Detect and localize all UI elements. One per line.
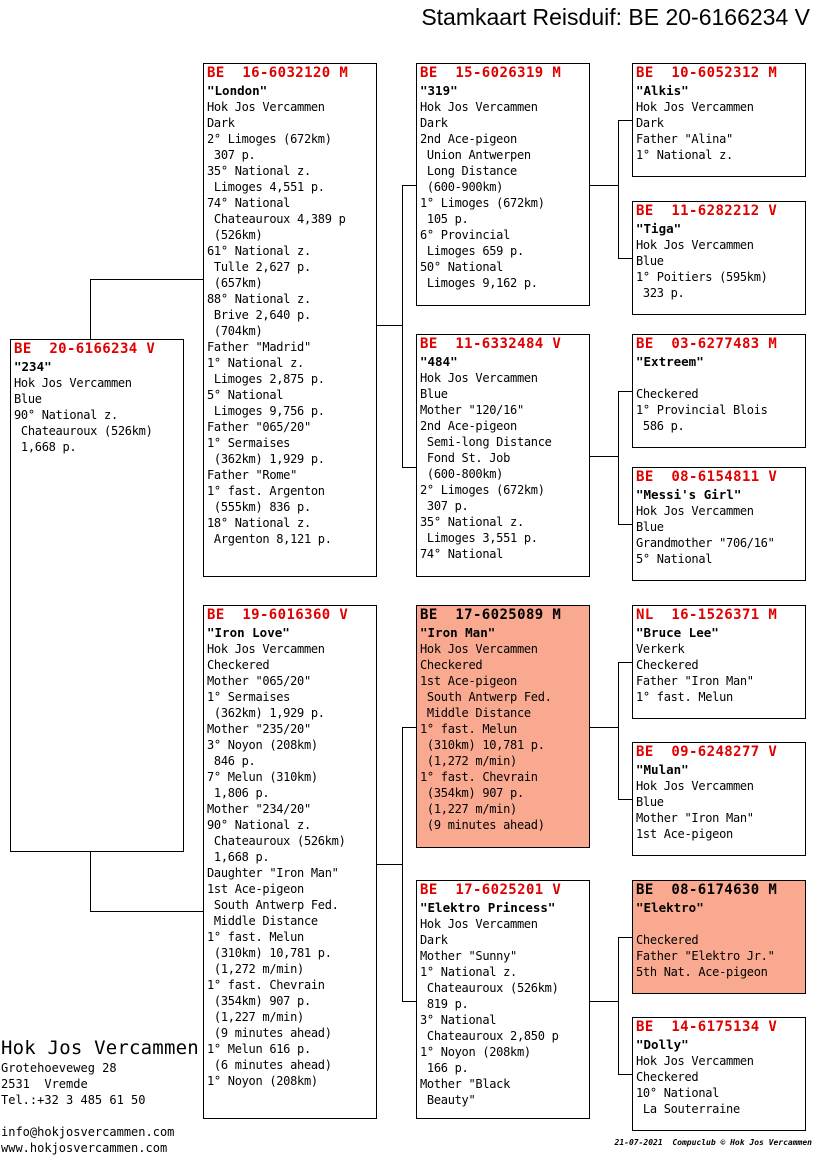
pigeon-info-line: (1,227 m/min) — [420, 802, 517, 816]
pigeon-name: "Elektro Princess" — [420, 900, 556, 915]
pigeon-info-line: Blue — [636, 520, 664, 534]
pigeon-info-line: 3° National — [420, 1013, 497, 1027]
pigeon-info-line: Tulle 2,627 p. — [207, 260, 311, 274]
pigeon-info-line: Checkered — [636, 933, 699, 947]
pigeon-info-line: (600-900km) — [420, 180, 504, 194]
connector-line — [618, 937, 632, 938]
pigeon-info-line: South Antwerp Fed. — [207, 898, 339, 912]
ring-number: BE 15-6026319 M — [420, 65, 562, 81]
pigeon-info-line: (362km) 1,929 p. — [207, 452, 325, 466]
ring-number: BE 16-6032120 M — [207, 65, 349, 81]
ring-number: BE 08-6174630 M — [636, 882, 778, 898]
pigeon-card-main — [10, 339, 184, 852]
pigeon-info-line: Daughter "Iron Man" — [207, 866, 339, 880]
pigeon-info-line: 90° National z. — [14, 408, 118, 422]
connector-line — [377, 325, 402, 326]
pigeon-info-line: Hok Jos Vercammen — [14, 376, 132, 390]
connector-line — [402, 185, 403, 467]
pigeon-name: "319" — [420, 83, 458, 98]
pigeon-info-line: Mother "065/20" — [207, 674, 311, 688]
ring-number: NL 16-1526371 M — [636, 607, 778, 623]
pigeon-info-line: Mother "120/16" — [420, 403, 524, 417]
connector-line — [402, 727, 403, 1001]
pigeon-info-line: Verkerk — [636, 642, 685, 656]
pigeon-info-line: Grandmother "706/16" — [636, 536, 775, 550]
connector-line — [590, 185, 618, 186]
pigeon-name: "Alkis" — [636, 83, 689, 98]
pigeon-info-line: (555km) 836 p. — [207, 500, 311, 514]
pigeon-info-line: (6 minutes ahead) — [207, 1058, 332, 1072]
pigeon-info-line: Father "Madrid" — [207, 340, 311, 354]
pigeon-info-line: (310km) 10,781 p. — [420, 738, 545, 752]
pigeon-info-line: 586 p. — [636, 419, 685, 433]
pigeon-info-line: 35° National z. — [420, 515, 524, 529]
pigeon-info-line: Chateauroux 2,850 p — [420, 1029, 559, 1043]
pigeon-info-line: Union Antwerpen — [420, 148, 531, 162]
pigeon-card-sss — [632, 63, 806, 177]
pigeon-name: "234" — [14, 359, 52, 374]
pigeon-info-line: Father "Iron Man" — [636, 674, 754, 688]
connector-line — [618, 524, 632, 525]
pigeon-info-line: Brive 2,640 p. — [207, 308, 311, 322]
connector-line — [618, 937, 619, 1074]
pigeon-name: "484" — [420, 354, 458, 369]
pigeon-info-line: 18° National z. — [207, 516, 311, 530]
breeder-email-link[interactable]: info@hokjosvercammen.com — [1, 1125, 175, 1139]
pigeon-info-line: Hok Jos Vercammen — [207, 100, 325, 114]
pigeon-info-line: (657km) — [207, 276, 263, 290]
connector-line — [618, 258, 632, 259]
pigeon-info-line: 1° National z. — [207, 356, 304, 370]
pigeon-info-line: 35° National z. — [207, 164, 311, 178]
pigeon-info-line: (9 minutes ahead) — [207, 1026, 332, 1040]
connector-line — [618, 391, 619, 524]
pigeon-info-line: Blue — [636, 795, 664, 809]
pigeon-info-line: Chateauroux 4,389 p — [207, 212, 346, 226]
pigeon-info-line: 1° Sermaises — [207, 436, 291, 450]
pigeon-name: "London" — [207, 83, 268, 98]
pigeon-info-line: (1,227 m/min) — [207, 1010, 304, 1024]
pigeon-info-line: Chateauroux (526km) — [207, 834, 346, 848]
pigeon-info-line: Father "065/20" — [207, 420, 311, 434]
pigeon-info-line: Father "Alina" — [636, 132, 733, 146]
pigeon-info-line: Mother "234/20" — [207, 802, 311, 816]
pigeon-name: "Extreem" — [636, 354, 704, 369]
pigeon-info-line: Blue — [636, 254, 664, 268]
pigeon-info-line: 2° Limoges (672km) — [207, 132, 332, 146]
pigeon-info-line: 74° National — [420, 547, 504, 561]
pigeon-info-line: 1° fast. Argenton — [207, 484, 325, 498]
pigeon-info-line: 1st Ace-pigeon — [420, 674, 517, 688]
pigeon-info-line: 88° National z. — [207, 292, 311, 306]
footer — [615, 1138, 813, 1147]
connector-line — [402, 1001, 416, 1002]
pigeon-info-line: South Antwerp Fed. — [420, 690, 552, 704]
pigeon-info-line: 1,806 p. — [207, 786, 270, 800]
pigeon-info-line: Mother "235/20" — [207, 722, 311, 736]
pigeon-info-line: Hok Jos Vercammen — [636, 238, 754, 252]
pigeon-info-line: 1st Ace-pigeon — [636, 827, 733, 841]
ring-number: BE 17-6025201 V — [420, 882, 562, 898]
pigeon-info-line: (600-800km) — [420, 467, 504, 481]
pigeon-info-line: 1,668 p. — [207, 850, 270, 864]
breeder-street: Grotehoeveweg 28 — [1, 1061, 117, 1075]
pigeon-info-line: Mother "Sunny" — [420, 949, 517, 963]
pigeon-info-line: 61° National z. — [207, 244, 311, 258]
pigeon-name: "Messi's Girl" — [636, 487, 742, 502]
ring-number: BE 08-6154811 V — [636, 469, 778, 485]
ring-number: BE 14-6175134 V — [636, 1019, 778, 1035]
pigeon-info-line: 323 p. — [636, 286, 685, 300]
pigeon-info-line: 1° fast. Melun — [636, 690, 733, 704]
connector-line — [402, 467, 416, 468]
pigeon-info-line: (362km) 1,929 p. — [207, 706, 325, 720]
pigeon-info-line: Checkered — [636, 387, 699, 401]
pigeon-info-line: (1,272 m/min) — [207, 962, 304, 976]
pigeon-info-line: 819 p. — [420, 997, 469, 1011]
pigeon-info-line: 1° fast. Melun — [420, 722, 517, 736]
connector-line — [90, 279, 203, 280]
pigeon-info-line: Limoges 2,875 p. — [207, 372, 325, 386]
connector-line — [590, 456, 618, 457]
pigeon-info-line: Dark — [636, 116, 664, 130]
breeder-contact — [1, 1124, 174, 1156]
pigeon-info-line: 1° Provincial Blois — [636, 403, 768, 417]
pigeon-info-line: (1,272 m/min) — [420, 754, 517, 768]
connector-line — [618, 391, 632, 392]
pigeon-info-line: 2nd Ace-pigeon — [420, 132, 517, 146]
ring-number: BE 09-6248277 V — [636, 744, 778, 760]
pigeon-info-line: Hok Jos Vercammen — [420, 371, 538, 385]
pigeon-info-line — [636, 370, 802, 386]
pigeon-info-line: Mother "Iron Man" — [636, 811, 754, 825]
pigeon-name: "Elektro" — [636, 900, 704, 915]
ring-number: BE 03-6277483 M — [636, 336, 778, 352]
connector-line — [590, 1001, 618, 1002]
connector-line — [618, 662, 619, 799]
connector-line — [618, 120, 619, 258]
pigeon-card-sds — [632, 334, 806, 448]
pigeon-info-line: Fond St. Job — [420, 451, 511, 465]
pigeon-info-line: 1° Melun 616 p. — [207, 1042, 311, 1056]
pigeon-info-line: Beauty" — [420, 1093, 476, 1107]
pigeon-info-line: Limoges 4,551 p. — [207, 180, 325, 194]
pigeon-info-line: 1° Limoges (672km) — [420, 196, 545, 210]
pigeon-card-ssd — [632, 201, 806, 315]
pigeon-info-line: Hok Jos Vercammen — [636, 779, 754, 793]
pigeon-card-dss — [632, 605, 806, 719]
pigeon-info-line: 2° Limoges (672km) — [420, 483, 545, 497]
pigeon-info-line: Limoges 659 p. — [420, 244, 524, 258]
pigeon-card-dds — [632, 880, 806, 994]
pigeon-info-line: 1° National z. — [420, 965, 517, 979]
pigeon-info-line: Blue — [420, 387, 448, 401]
pigeon-info-line: (526km) — [207, 228, 263, 242]
pigeon-info-line: 1° fast. Chevrain — [420, 770, 538, 784]
pigeon-info-line: Middle Distance — [420, 706, 531, 720]
pigeon-info-line: 1° fast. Chevrain — [207, 978, 325, 992]
pigeon-info-line: 6° Provincial — [420, 228, 511, 242]
footer-date: 21-07-2021 — [614, 1138, 663, 1147]
pigeon-info-line: (354km) 907 p. — [207, 994, 311, 1008]
pigeon-info-line: Hok Jos Vercammen — [636, 504, 754, 518]
ring-number: BE 17-6025089 M — [420, 607, 562, 623]
pigeon-info-line: Hok Jos Vercammen — [636, 1054, 754, 1068]
pigeon-info-line: (9 minutes ahead) — [420, 818, 545, 832]
pigeon-info-line: Checkered — [636, 1070, 699, 1084]
pigeon-name: "Mulan" — [636, 762, 689, 777]
pigeon-info-line: Chateauroux (526km) — [420, 981, 559, 995]
pigeon-info-line: Hok Jos Vercammen — [420, 917, 538, 931]
connector-line — [590, 727, 618, 728]
pigeon-info-line: Argenton 8,121 p. — [207, 532, 332, 546]
pigeon-info-line: 90° National z. — [207, 818, 311, 832]
pigeon-info-line: 5° National — [207, 388, 284, 402]
ring-number: BE 11-6332484 V — [420, 336, 562, 352]
pigeon-info-line: Checkered — [420, 658, 483, 672]
pigeon-info-line: Chateauroux (526km) — [14, 424, 153, 438]
pigeon-info-line: 105 p. — [420, 212, 469, 226]
pigeon-info-line: Long Distance — [420, 164, 517, 178]
pigeon-info-line: Limoges 9,756 p. — [207, 404, 325, 418]
breeder-name: Hok Jos Vercammen — [1, 1037, 199, 1059]
connector-line — [90, 911, 203, 912]
pigeon-name: "Iron Love" — [207, 625, 290, 640]
pigeon-card-dam — [203, 605, 377, 1119]
pigeon-info-line: 5th Nat. Ace-pigeon — [636, 965, 768, 979]
pigeon-card-ddd — [632, 1017, 806, 1131]
ring-number: BE 10-6052312 M — [636, 65, 778, 81]
pigeon-info-line: 1° Noyon (208km) — [207, 1074, 318, 1088]
pigeon-info-line: (704km) — [207, 324, 263, 338]
pigeon-info-line: Dark — [420, 116, 448, 130]
breeder-phone: Tel.:+32 3 485 61 50 — [1, 1093, 146, 1107]
connector-line — [90, 852, 91, 912]
pigeon-info-line: Limoges 3,551 p. — [420, 531, 538, 545]
pigeon-info-line: Father "Elektro Jr." — [636, 949, 775, 963]
pigeon-info-line: Hok Jos Vercammen — [420, 642, 538, 656]
footer-credit: Compuclub © Hok Jos Vercammen — [672, 1138, 812, 1147]
pigeon-info-line: Hok Jos Vercammen — [420, 100, 538, 114]
pigeon-card-sire — [203, 63, 377, 577]
pigeon-card-dam-dam — [416, 880, 590, 1119]
pigeon-info-line: 10° National — [636, 1086, 720, 1100]
pigeon-card-dsd — [632, 742, 806, 856]
pigeon-info-line: 307 p. — [420, 499, 469, 513]
connector-line — [402, 185, 416, 186]
connector-line — [618, 799, 632, 800]
pigeon-card-dam-sire — [416, 605, 590, 848]
connector-line — [618, 662, 632, 663]
pigeon-info-line: 2nd Ace-pigeon — [420, 419, 517, 433]
pigeon-info-line: 50° National — [420, 260, 504, 274]
connector-line — [618, 1074, 632, 1075]
connector-line — [377, 864, 402, 865]
pigeon-info-line: Hok Jos Vercammen — [636, 100, 754, 114]
pigeon-info-line: 1,668 p. — [14, 440, 77, 454]
breeder-website-link[interactable]: www.hokjosvercammen.com — [1, 1141, 168, 1155]
ring-number: BE 19-6016360 V — [207, 607, 349, 623]
pigeon-card-sire-dam — [416, 334, 590, 577]
connector-line — [618, 120, 632, 121]
breeder-city: 2531 Vremde — [1, 1077, 88, 1091]
pigeon-info-line: Mother "Black — [420, 1077, 511, 1091]
pigeon-info-line: Blue — [14, 392, 42, 406]
pigeon-info-line — [636, 916, 802, 932]
page-title: Stamkaart Reisduif: BE 20-6166234 V — [421, 4, 810, 30]
pigeon-name: "Bruce Lee" — [636, 625, 719, 640]
pigeon-info-line: 1° fast. Melun — [207, 930, 304, 944]
pigeon-info-line: 307 p. — [207, 148, 256, 162]
pigeon-info-line: 1° Poitiers (595km) — [636, 270, 768, 284]
pigeon-info-line: 166 p. — [420, 1061, 469, 1075]
pigeon-info-line: 1° National z. — [636, 148, 733, 162]
ring-number: BE 20-6166234 V — [14, 341, 156, 357]
pigeon-info-line: (310km) 10,781 p. — [207, 946, 332, 960]
pigeon-info-line: Limoges 9,162 p. — [420, 276, 538, 290]
pigeon-info-line: (354km) 907 p. — [420, 786, 524, 800]
pigeon-info-line: 846 p. — [207, 754, 256, 768]
pigeon-info-line: Dark — [207, 116, 235, 130]
pigeon-card-sdd — [632, 467, 806, 581]
pigeon-info-line: Father "Rome" — [207, 468, 298, 482]
pigeon-info-line: 1° Sermaises — [207, 690, 291, 704]
pigeon-info-line: 5° National — [636, 552, 713, 566]
ring-number: BE 11-6282212 V — [636, 203, 778, 219]
pigeon-info-line: Checkered — [636, 658, 699, 672]
pigeon-info-line: Dark — [420, 933, 448, 947]
pigeon-info-line: Hok Jos Vercammen — [207, 642, 325, 656]
pigeon-info-line: Semi-long Distance — [420, 435, 552, 449]
pigeon-info-line: La Souterraine — [636, 1102, 740, 1116]
pigeon-info-line: 74° National — [207, 196, 291, 210]
pigeon-name: "Dolly" — [636, 1037, 689, 1052]
pigeon-info-line: 1° Noyon (208km) — [420, 1045, 531, 1059]
pigeon-card-sire-sire — [416, 63, 590, 306]
pigeon-info-line: Checkered — [207, 658, 270, 672]
pigeon-info-line: Middle Distance — [207, 914, 318, 928]
connector-line — [90, 279, 91, 339]
breeder-info — [1, 1036, 199, 1108]
connector-line — [402, 727, 416, 728]
pigeon-info-line: 3° Noyon (208km) — [207, 738, 318, 752]
pigeon-name: "Tiga" — [636, 221, 682, 236]
pigeon-info-line: 7° Melun (310km) — [207, 770, 318, 784]
pigeon-info-line: 1st Ace-pigeon — [207, 882, 304, 896]
pigeon-name: "Iron Man" — [420, 625, 496, 640]
